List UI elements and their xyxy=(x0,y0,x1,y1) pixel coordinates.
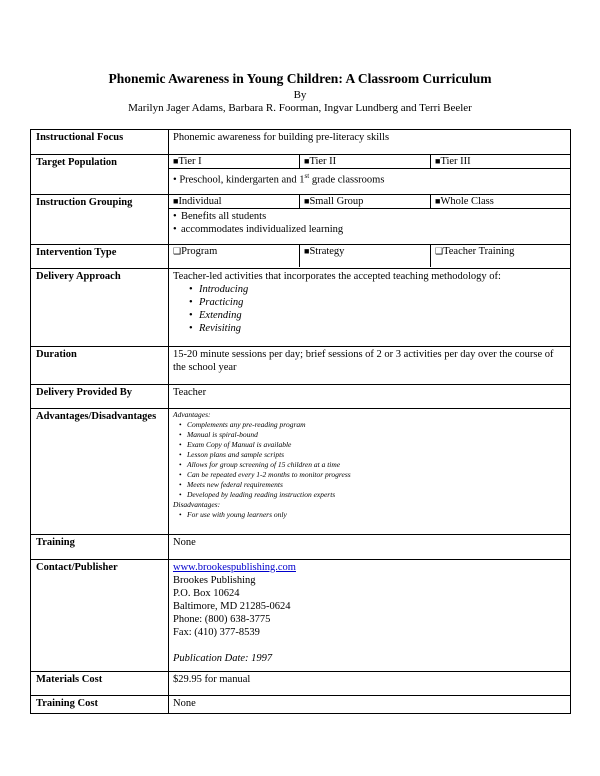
value-target-population xyxy=(169,155,571,195)
row-delivery-provided-by xyxy=(31,385,571,409)
list-item: • Revisiting xyxy=(185,322,566,335)
publisher-address-line: P.O. Box 10624 xyxy=(173,588,240,599)
row-contact-publisher xyxy=(31,560,571,672)
option-strategy: Strategy xyxy=(309,246,345,257)
list-item: • Lesson plans and sample scripts xyxy=(173,450,566,460)
row-materials-cost xyxy=(31,672,571,696)
value-instructional-focus: Phonemic awareness for building pre-literacy skills xyxy=(169,130,571,155)
list-item: • Can be repeated every 1-2 months to monitor progress xyxy=(173,470,566,480)
checked-box-icon: ■ xyxy=(304,196,310,206)
list-item: • Extending xyxy=(185,309,566,322)
grouping-bullets xyxy=(169,209,570,238)
row-duration xyxy=(31,347,571,385)
document-title: Phonemic Awareness in Young Children: A Classroom Curriculum xyxy=(108,71,492,86)
checked-box-icon: ■ xyxy=(304,156,310,166)
label-intervention-type: Intervention Type xyxy=(31,245,169,269)
list-item: • Benefits all students xyxy=(173,210,566,223)
publication-date: Publication Date: 1997 xyxy=(173,653,273,664)
option-whole-class: Whole Class xyxy=(440,196,494,207)
value-duration: 15-20 minute sessions per day; brief sessions of 2 or 3 activities per day over the course of the school year xyxy=(169,347,571,385)
value-intervention-type xyxy=(169,245,571,269)
list-item: • Manual is spiral-bound xyxy=(173,430,566,440)
label-contact-publisher: Contact/Publisher xyxy=(31,560,169,672)
authors-line: Marilyn Jager Adams, Barbara R. Foorman, Ingvar Lundberg and Terri Beeler xyxy=(128,102,472,114)
checked-box-icon: ■ xyxy=(304,246,310,256)
publisher-address-line: Baltimore, MD 21285-0624 xyxy=(173,601,291,612)
row-delivery-approach xyxy=(31,269,571,347)
checked-box-icon: ■ xyxy=(173,156,179,166)
option-tier-3: Tier III xyxy=(440,156,471,167)
checked-box-icon: ■ xyxy=(435,156,441,166)
option-teacher-training: Teacher Training xyxy=(443,246,515,257)
delivery-methods xyxy=(185,283,566,335)
value-training: None xyxy=(169,535,571,560)
option-individual: Individual xyxy=(178,196,222,207)
disadvantages-heading: Disadvantages: xyxy=(173,500,221,509)
empty-box-icon: ❑ xyxy=(435,246,444,256)
value-advantages-disadvantages xyxy=(169,409,571,535)
option-tier-1: Tier I xyxy=(178,156,202,167)
list-item: • Meets new federal requirements xyxy=(173,480,566,490)
row-instructional-focus xyxy=(31,130,571,155)
option-program: Program xyxy=(181,246,218,257)
option-tier-2: Tier II xyxy=(309,156,337,167)
checked-box-icon: ■ xyxy=(435,196,441,206)
list-item: • Complements any pre-reading program xyxy=(173,420,566,430)
list-item: • Practicing xyxy=(185,296,566,309)
checked-box-icon: ■ xyxy=(173,196,179,206)
target-note: • Preschool, kindergarten and 1st grade classrooms xyxy=(173,172,385,186)
label-duration: Duration xyxy=(31,347,169,385)
list-item: • For use with young learners only xyxy=(173,510,566,520)
label-advantages-disadvantages: Advantages/Disadvantages xyxy=(31,409,169,535)
label-materials-cost: Materials Cost xyxy=(31,672,169,696)
row-advantages-disadvantages xyxy=(31,409,571,535)
publisher-address-line: Brookes Publishing xyxy=(173,575,256,586)
publisher-phone: Phone: (800) 638-3775 xyxy=(173,614,271,625)
by-line: By xyxy=(293,89,307,101)
list-item: • accommodates individualized learning xyxy=(173,223,566,236)
row-instruction-grouping xyxy=(31,195,571,245)
list-item: • Allows for group screening of 15 children at a time xyxy=(173,460,566,470)
label-training-cost: Training Cost xyxy=(31,696,169,714)
row-training xyxy=(31,535,571,560)
value-instruction-grouping xyxy=(169,195,571,245)
list-item: • Introducing xyxy=(185,283,566,296)
label-instructional-focus: Instructional Focus xyxy=(31,130,169,155)
list-item: • Developed by leading reading instruction experts xyxy=(173,490,566,500)
row-intervention-type xyxy=(31,245,571,269)
label-training: Training xyxy=(31,535,169,560)
advantages-list xyxy=(173,420,566,500)
label-delivery-provided-by: Delivery Provided By xyxy=(31,385,169,409)
disadvantages-list xyxy=(173,510,566,520)
row-target-population xyxy=(31,155,571,195)
row-training-cost xyxy=(31,696,571,714)
advantages-heading: Advantages: xyxy=(173,410,211,419)
value-contact-publisher xyxy=(169,560,571,672)
curriculum-table xyxy=(30,129,571,714)
label-delivery-approach: Delivery Approach xyxy=(31,269,169,347)
value-training-cost: None xyxy=(169,696,571,714)
list-item: • Exam Copy of Manual is available xyxy=(173,440,566,450)
publisher-fax: Fax: (410) 377-8539 xyxy=(173,627,260,638)
value-delivery-provided-by: Teacher xyxy=(169,385,571,409)
value-delivery-approach xyxy=(169,269,571,347)
option-small-group: Small Group xyxy=(309,196,364,207)
value-materials-cost: $29.95 for manual xyxy=(169,672,571,696)
delivery-intro: Teacher-led activities that incorporates the accepted teaching methodology of: xyxy=(173,271,501,282)
empty-box-icon: ❑ xyxy=(173,246,182,256)
publisher-website-link[interactable]: www.brookespublishing.com xyxy=(173,562,296,573)
label-instruction-grouping: Instruction Grouping xyxy=(31,195,169,245)
label-target-population: Target Population xyxy=(31,155,169,195)
